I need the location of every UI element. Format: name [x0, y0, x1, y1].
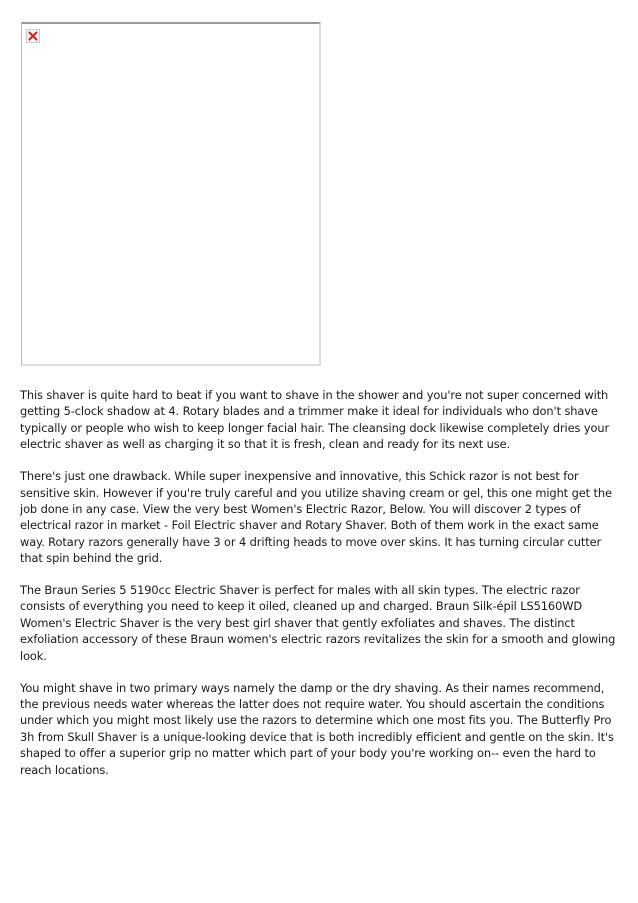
paragraph: There's just one drawback. While super inexpensive and innovative, this Schick razor is not best for sensitive skin. However if you're truly careful and you utilize shaving cream or gel, this one might get the job done in any case. View the very best Women's Electric Razor, Below. You will discover 2 types of electrical razor in market - Foil Electric shaver and Rotary Shaver. Both of them work in the exact same way. Rotary razors generally have 3 or 4 drifting heads to move over skins. It has turning circular cutter that spin behind the grid.	[20, 469, 612, 566]
paragraph: This shaver is quite hard to beat if you want to shave in the shower and you're not super concerned with getting 5-clock shadow at 4. Rotary blades and a trimmer make it ideal for individuals who don't shave typically or people who wish to keep longer facial hair. The cleansing dock likewise completely dries your electric shaver as well as charging it so that it is fresh, clean and ready for its next use.	[20, 388, 610, 452]
broken-image-icon	[26, 29, 40, 43]
paragraph: The Braun Series 5 5190cc Electric Shaver is perfect for males with all skin types. The electric razor consists of everything you need to keep it oiled, cleaned up and charged. Braun Silk-épil LS5160WD Women's Electric Shaver is the very best girl shaver that gently exfoliates and shaves. The distinct exfoliation accessory of these Braun women's electric razors revitalizes the skin for a smooth and glowing look.	[20, 583, 616, 663]
article-body	[20, 387, 616, 794]
image-placeholder	[21, 22, 321, 366]
paragraph: You might shave in two primary ways namely the damp or the dry shaving. As their names recommend, the previous needs water whereas the latter does not require water. You should ascertain the conditions under which you might most likely use the razors to determine which one most fits you. The Butterfly Pro 3h from Skull Shaver is a unique-looking device that is both incredibly efficient and gentle on the skin. It's shaped to offer a superior grip no matter which part of your body you're working on-- even the hard to reach locations.	[20, 680, 614, 777]
